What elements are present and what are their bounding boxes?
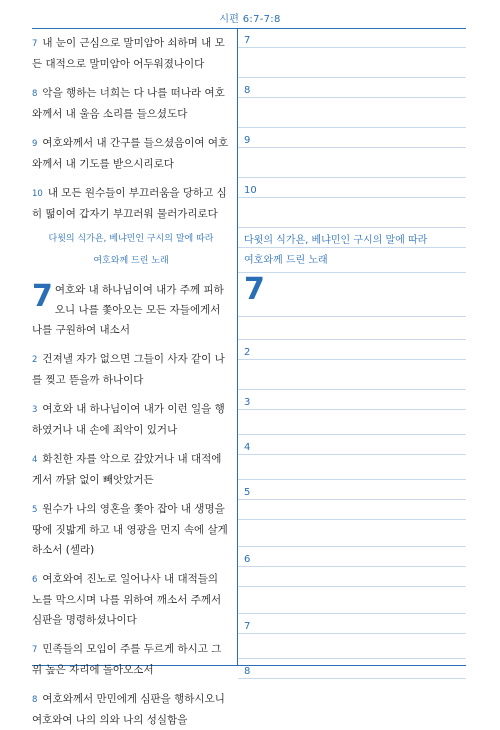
verse-text: 여호와여 진노로 일어나사 내 대적들의 노를 막으시며 나를 위하여 깨소서 주께서 심판을 명령하셨나이다	[32, 573, 222, 626]
note-verse-number: 3	[244, 397, 251, 408]
note-block-7-2[interactable]	[238, 340, 466, 390]
note-block-7-6[interactable]	[238, 547, 466, 614]
note-verse-number: 8	[244, 666, 251, 677]
verse-number: 2	[32, 355, 38, 365]
psalm-superscription	[32, 228, 230, 272]
note-verse-number: 8	[244, 85, 251, 96]
verse-6-9	[32, 133, 230, 174]
chapter-number: 7	[32, 279, 53, 314]
verse-7-1	[32, 280, 230, 340]
note-block-7-5[interactable]	[238, 480, 466, 547]
note-verse-number: 5	[244, 487, 251, 498]
note-verse-number: 4	[244, 442, 251, 453]
verse-7-7	[32, 639, 230, 680]
verse-text: 악을 행하는 너희는 다 나를 떠나라 여호와께서 내 울음 소리를 들으셨도다	[32, 87, 225, 120]
verse-text: 민족들의 모임이 주를 두르게 하시고 그 위 높은 자리에 돌아오소서	[32, 643, 222, 676]
verse-number: 4	[32, 455, 38, 465]
note-block-7-4[interactable]	[238, 435, 466, 480]
note-block-7-3[interactable]	[238, 390, 466, 435]
note-block-7-8[interactable]	[238, 659, 466, 703]
note-chapter-number: 7	[244, 272, 265, 307]
note-superscription-line: 여호와께 드린 노래	[244, 255, 328, 266]
note-verse-number: 2	[244, 347, 251, 358]
verse-6-7	[32, 33, 230, 74]
verse-number: 8	[32, 695, 38, 705]
verse-text: 화친한 자를 악으로 갚았거나 내 대적에게서 까닭 없이 빼앗았거든	[32, 453, 222, 486]
verse-6-10	[32, 183, 230, 224]
verse-text: 여호와께서 내 간구를 들으셨음이여 여호와께서 내 기도를 받으시리로다	[32, 137, 229, 170]
verse-6-8	[32, 83, 230, 124]
note-verse-number: 9	[244, 135, 251, 146]
verse-text: 원수가 나의 영혼을 쫓아 잡아 내 생명을 땅에 짓밟게 하고 내 영광을 먼지 속에 살게 하소서 (셀라)	[32, 503, 228, 556]
verse-number: 7	[32, 645, 38, 655]
verse-number: 10	[32, 189, 43, 199]
verse-text: 내 눈이 근심으로 말미암아 쇠하며 내 모든 대적으로 말미암아 어두워졌나이다	[32, 37, 225, 70]
note-block-7-7[interactable]	[238, 614, 466, 659]
verse-7-3	[32, 399, 230, 440]
note-superscription-line: 다윗의 식가욘, 베냐민인 구시의 말에 따라	[244, 235, 428, 246]
verse-7-6	[32, 569, 230, 630]
note-block-7-1[interactable]	[238, 273, 466, 340]
superscription-line: 여호와께 드린 노래	[93, 256, 169, 266]
superscription-line: 다윗의 식가욘, 베냐민인 구시의 말에 따라	[48, 234, 214, 244]
verse-number: 3	[32, 405, 38, 415]
note-verse-number: 7	[244, 621, 251, 632]
verse-number: 9	[32, 139, 38, 149]
verse-number: 5	[32, 505, 38, 515]
verse-number: 6	[32, 575, 38, 585]
note-block-6-8[interactable]	[238, 78, 466, 128]
page-header: 시편 6:7-7:8	[219, 14, 281, 25]
verse-text: 여호와께서 만민에게 심판을 행하시오니 여호와여 나의 의와 나의 성실함을	[32, 693, 225, 726]
verse-7-8	[32, 689, 230, 730]
note-block-6-7[interactable]	[238, 28, 466, 78]
scripture-column	[32, 33, 230, 730]
verse-text: 건져낼 자가 없으면 그들이 사자 같이 나를 찢고 뜯을까 하나이다	[32, 353, 225, 386]
verse-number: 8	[32, 89, 38, 99]
verse-7-2	[32, 349, 230, 390]
notes-column	[238, 28, 466, 703]
verse-text: 내 모든 원수들이 부끄러움을 당하고 심히 떪이여 갑자기 부끄러워 물러가리로다	[32, 187, 227, 220]
verse-7-5	[32, 499, 230, 560]
verse-7-4	[32, 449, 230, 490]
note-block-6-10[interactable]	[238, 178, 466, 228]
note-verse-number: 7	[244, 35, 251, 46]
verse-number: 7	[32, 39, 38, 49]
note-block-6-9[interactable]	[238, 128, 466, 178]
verse-text: 여호와 내 하나님이여 내가 이런 일을 행하였거나 내 손에 죄악이 있거나	[32, 403, 225, 436]
note-superscription[interactable]	[238, 228, 466, 273]
note-verse-number: 10	[244, 185, 257, 196]
note-verse-number: 6	[244, 554, 251, 565]
verse-text: 여호와 내 하나님이여 내가 주께 피하오니 나를 쫓아오는 모든 자들에게서 나를 구원하여 내소서	[32, 284, 224, 336]
